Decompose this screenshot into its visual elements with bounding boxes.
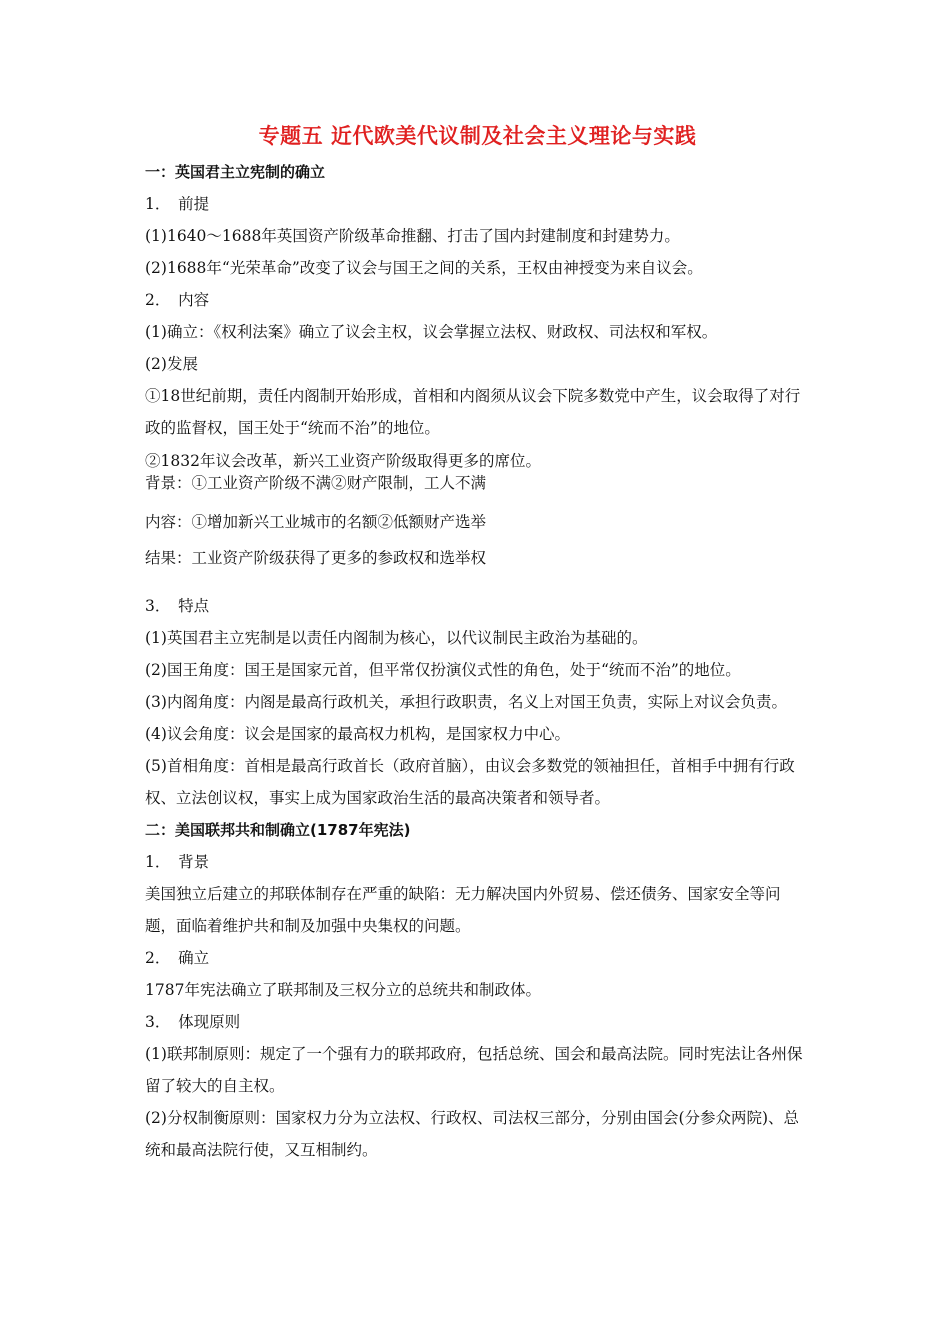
subheading-usa-principles: 3． 体现原则 — [145, 1013, 241, 1031]
paragraph-feature-2: (2)国王角度：国王是国家元首，但平常仅扮演仪式性的角色，处于“统而不治”的地位。 — [145, 661, 741, 679]
paragraph-content-2: (2)发展 — [145, 355, 198, 373]
subheading-usa-establishment: 2． 确立 — [145, 949, 210, 967]
paragraph-principle-2: (2)分权制衡原则：国家权力分为立法权、行政权、司法权三部分，分别由国会(分参众两院)、总统和最高法院行使，又互相制约。 — [145, 1109, 800, 1159]
subheading-usa-background: 1． 背景 — [145, 853, 210, 871]
paragraph-reform-content: 内容：①增加新兴工业城市的名额②低额财产选举 — [145, 513, 487, 531]
paragraph-feature-4: (4)议会角度：议会是国家的最高权力机构，是国家权力中心。 — [145, 725, 570, 743]
document-title: 专题五 近代欧美代议制及社会主义理论与实践 — [258, 124, 697, 148]
paragraph-feature-1: (1)英国君主立宪制是以责任内阁制为核心，以代议制民主政治为基础的。 — [145, 629, 648, 647]
paragraph-development-2: ②1832年议会改革，新兴工业资产阶级取得更多的席位。 — [145, 452, 541, 470]
section-heading-britain: 一：英国君主立宪制的确立 — [145, 163, 326, 181]
paragraph-principle-1: (1)联邦制原则：规定了一个强有力的联邦政府，包括总统、国会和最高法院。同时宪法让各州保留了较大的自主权。 — [145, 1045, 803, 1095]
subheading-features: 3． 特点 — [145, 597, 210, 615]
paragraph-feature-5: (5)首相角度：首相是最高行政首长（政府首脑），由议会多数党的领袖担任，首相手中拥有行政权、立法创议权，事实上成为国家政治生活的最高决策者和领导者。 — [145, 757, 795, 807]
paragraph-usa-background: 美国独立后建立的邦联体制存在严重的缺陷：无力解决国内外贸易、偿还债务、国家安全等问题，面临着维护共和制及加强中央集权的问题。 — [145, 885, 781, 935]
section-heading-usa: 二：美国联邦共和制确立(1787年宪法) — [145, 821, 411, 839]
paragraph-development-1: ①18世纪前期，责任内阁制开始形成，首相和内阁须从议会下院多数党中产生，议会取得了对行政的监督权，国王处于“统而不治”的地位。 — [145, 387, 801, 437]
subheading-premise: 1． 前提 — [145, 195, 210, 213]
paragraph-premise-2: (2)1688年“光荣革命”改变了议会与国王之间的关系，王权由神授变为来自议会。 — [145, 259, 703, 277]
subheading-content: 2． 内容 — [145, 291, 210, 309]
paragraph-background: 背景：①工业资产阶级不满②财产限制，工人不满 — [145, 474, 487, 492]
paragraph-usa-establishment: 1787年宪法确立了联邦制及三权分立的总统共和制政体。 — [145, 981, 541, 999]
document-page — [145, 118, 810, 1166]
paragraph-result: 结果：工业资产阶级获得了更多的参政权和选举权 — [145, 549, 487, 567]
paragraph-premise-1: (1)1640～1688年英国资产阶级革命推翻、打击了国内封建制度和封建势力。 — [145, 227, 680, 245]
paragraph-feature-3: (3)内阁角度：内阁是最高行政机关，承担行政职责，名义上对国王负责，实际上对议会负责。 — [145, 693, 787, 711]
paragraph-content-1: (1)确立：《权利法案》确立了议会主权，议会掌握立法权、财政权、司法权和军权。 — [145, 323, 718, 341]
